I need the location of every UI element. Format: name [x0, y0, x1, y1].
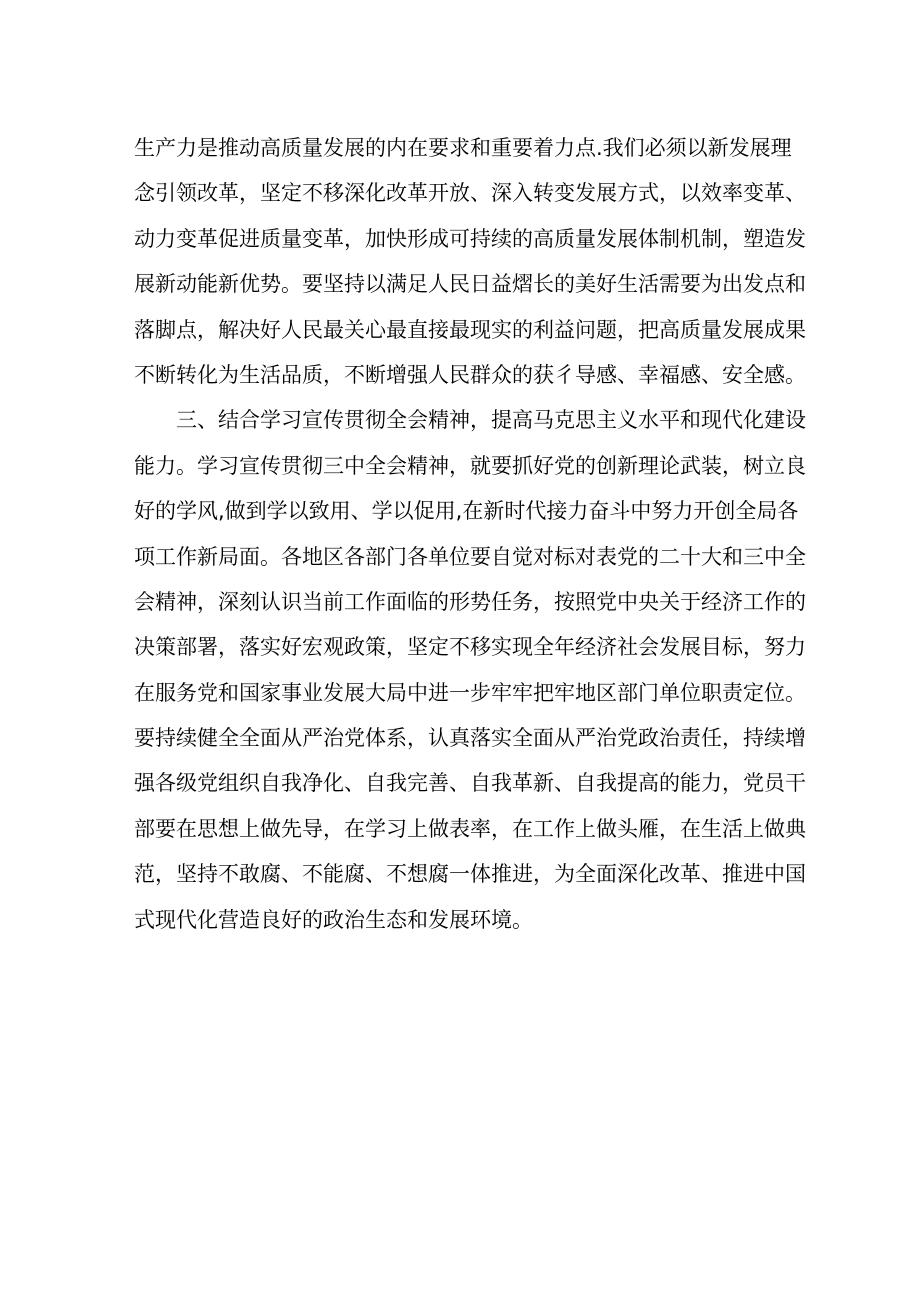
text-line: 好的学风,做到学以致用、学以促用,在新时代接力奋斗中努力开创全局各 — [134, 499, 799, 524]
text-line: 要持续健全全面从严治党体系，认真落实全面从严治党政治责任，持续增 — [134, 726, 806, 751]
text-line: 强各级党组织自我净化、自我完善、自我革新、自我提高的能力，党员干 — [134, 771, 806, 796]
text-line: 在服务党和国家事业发展大局中进一步牢牢把牢地区部门单位职责定位。 — [134, 680, 806, 705]
body-text — [134, 126, 806, 943]
text-line: 能力。学习宣传贯彻三中全会精神，就要抓好党的创新理论武装，树立良 — [134, 453, 806, 478]
text-line: 部要在思想上做先导，在学习上做表率，在工作上做头雁，在生活上做典 — [134, 816, 806, 841]
text-line: 生产力是推动高质量发展的内在要求和重要着力点.我们必须以新发展理 — [134, 136, 792, 160]
text-line: 式现代化营造良好的政治生态和发展环境。 — [134, 907, 533, 932]
text-line: 展新动能新优势。要坚持以满足人民日益熠长的美好生活需要为出发点和 — [134, 272, 806, 297]
text-line: 项工作新局面。各地区各部门各单位要自觉对标对表党的二十大和三中全 — [134, 544, 806, 569]
section-heading-line: 三、结合学习宣传贯彻全会精神，提高马克思主义水平和现代化建设 — [176, 408, 806, 433]
text-line: 落脚点，解决好人民最关心最直接最现实的利益问题，把高质量发展成果 — [134, 317, 806, 342]
text-line: 决策部署，落实好宏观政策，坚定不移实现全年经济社会发展目标，努力 — [134, 635, 806, 660]
text-line: 动力变革促进质量变革，加快形成可持续的高质量发展体制机制，塑造发 — [134, 226, 806, 251]
text-line: 不断转化为生活品质，不断增强人民群众的获彳导感、幸福感、安全感。 — [134, 362, 806, 387]
text-line: 范，坚持不敢腐、不能腐、不想腐一体推进，为全面深化改革、推进中国 — [134, 862, 806, 887]
text-line: 会精神，深刻认识当前工作面临的形势任务，按照党中央关于经济工作的 — [134, 589, 806, 614]
text-line: 念引领改革，坚定不移深化改革开放、深入转变发展方式，以效率变革、 — [134, 181, 806, 206]
